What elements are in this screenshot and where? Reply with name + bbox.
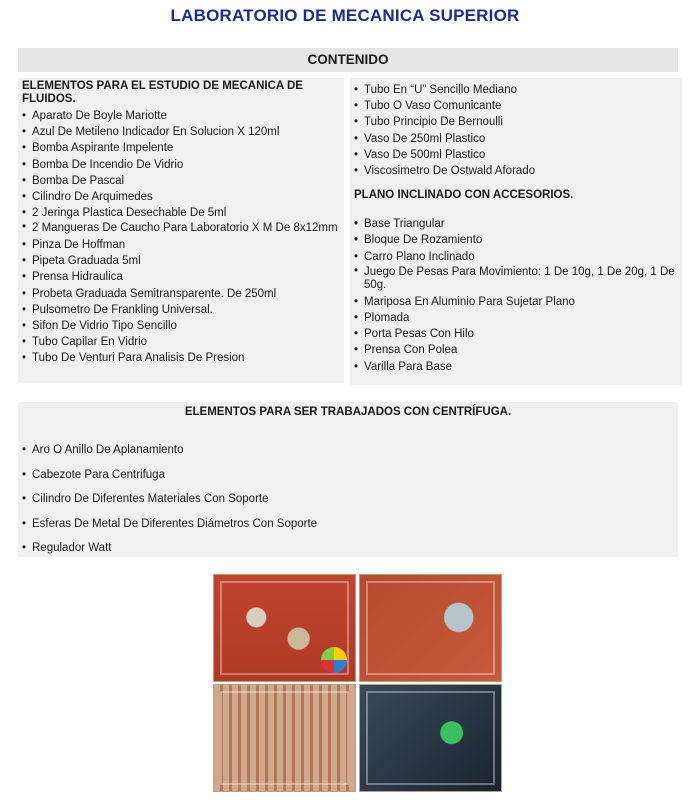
list-item: • Juego De Pesas Para Movimiento: 1 De 10g, 1 De 20g, 1 De 50g. — [354, 265, 678, 294]
list-item: • Bomba Aspirante Impelente — [22, 140, 340, 156]
list-item: • Bomba De Incendio De Vidrio — [22, 157, 340, 173]
list-item: • 2 Mangueras De Caucho Para Laboratorio X M De 8x12mm — [22, 221, 340, 237]
list-item: • Tubo Principio De Bernoulli — [354, 114, 678, 130]
list-item: • Tubo Capilar En Vidrio — [22, 334, 340, 350]
list-item: • Sifon De Vidrio Tipo Sencillo — [22, 318, 340, 334]
plano-heading: PLANO INCLINADO CON ACCESORIOS. — [354, 189, 574, 202]
list-item: • Tubo De Venturi Para Analisis De Presion — [22, 350, 340, 366]
right-panel — [350, 78, 682, 385]
list-item: • Carro Plano Inclinado — [354, 249, 678, 265]
list-item: • Pulsometro De Frankling Universal. — [22, 302, 340, 318]
list-item: • Bloque De Rozamiento — [354, 232, 678, 248]
list-item: • Porta Pesas Con Hilo — [354, 326, 678, 342]
photo-gallery — [213, 574, 498, 788]
case-frame — [220, 691, 349, 785]
fluidos-heading: ELEMENTOS PARA EL ESTUDIO DE MECANICA DE FLUIDOS. — [22, 80, 303, 105]
centrifuga-list — [18, 438, 678, 561]
list-item: • Prensa Con Polea — [354, 342, 678, 358]
equipment-photo-plano — [359, 574, 502, 682]
list-item: • Viscosimetro De Ostwald Aforado — [354, 163, 678, 179]
list-item: • Prensa Hidraulica — [22, 269, 340, 285]
color-wheel-icon — [321, 647, 347, 673]
list-item: • Tubo En “U” Sencillo Mediano — [354, 82, 678, 98]
list-item: • 2 Jeringa Plastica Desechable De 5ml — [22, 205, 340, 221]
list-item: • Esferas De Metal De Diferentes Diámetros Con Soporte — [22, 512, 678, 537]
plano-list — [354, 216, 678, 375]
contenido-header: CONTENIDO — [18, 48, 678, 72]
centrifuga-panel — [18, 402, 678, 557]
equipment-photo-fluidos — [213, 574, 356, 682]
list-item: • Probeta Graduada Semitransparente. De 250ml — [22, 286, 340, 302]
list-item: • Aparato De Boyle Mariotte — [22, 108, 340, 124]
fluidos-list — [22, 108, 340, 367]
list-item: • Varilla Para Base — [354, 359, 678, 375]
fluidos-panel — [18, 78, 344, 383]
list-item: • Tubo O Vaso Comunicante — [354, 98, 678, 114]
case-frame — [366, 691, 495, 785]
list-item: • Pinza De Hoffman — [22, 237, 340, 253]
list-item: • Cilindro De Diferentes Materiales Con Soporte — [22, 487, 678, 512]
fluidos-list-continued — [354, 82, 678, 179]
list-item: • Cabezote Para Centrifuga — [22, 463, 678, 488]
equipment-photo-tools — [213, 684, 356, 792]
case-frame — [366, 581, 495, 675]
list-item: • Regulador Watt — [22, 536, 678, 561]
equipment-photo-centrifuga — [359, 684, 502, 792]
centrifuga-heading: ELEMENTOS PARA SER TRABAJADOS CON CENTRÍFUGA. — [184, 406, 512, 418]
list-item: • Pipeta Graduada 5ml — [22, 253, 340, 269]
list-item: • Azul De Metileno Indicador En Solucion X 120ml — [22, 124, 340, 140]
list-item: • Vaso De 250ml Plastico — [354, 131, 678, 147]
list-item: • Base Triangular — [354, 216, 678, 232]
list-item: • Mariposa En Aluminio Para Sujetar Plano — [354, 294, 678, 310]
list-item: • Cilindro De Arquimedes — [22, 189, 340, 205]
list-item: • Bomba De Pascal — [22, 173, 340, 189]
list-item: • Plomada — [354, 310, 678, 326]
list-item: • Vaso De 500ml Plastico — [354, 147, 678, 163]
page-title: LABORATORIO DE MECANICA SUPERIOR — [170, 6, 520, 25]
list-item: • Aro O Anillo De Aplanamiento — [22, 438, 678, 463]
